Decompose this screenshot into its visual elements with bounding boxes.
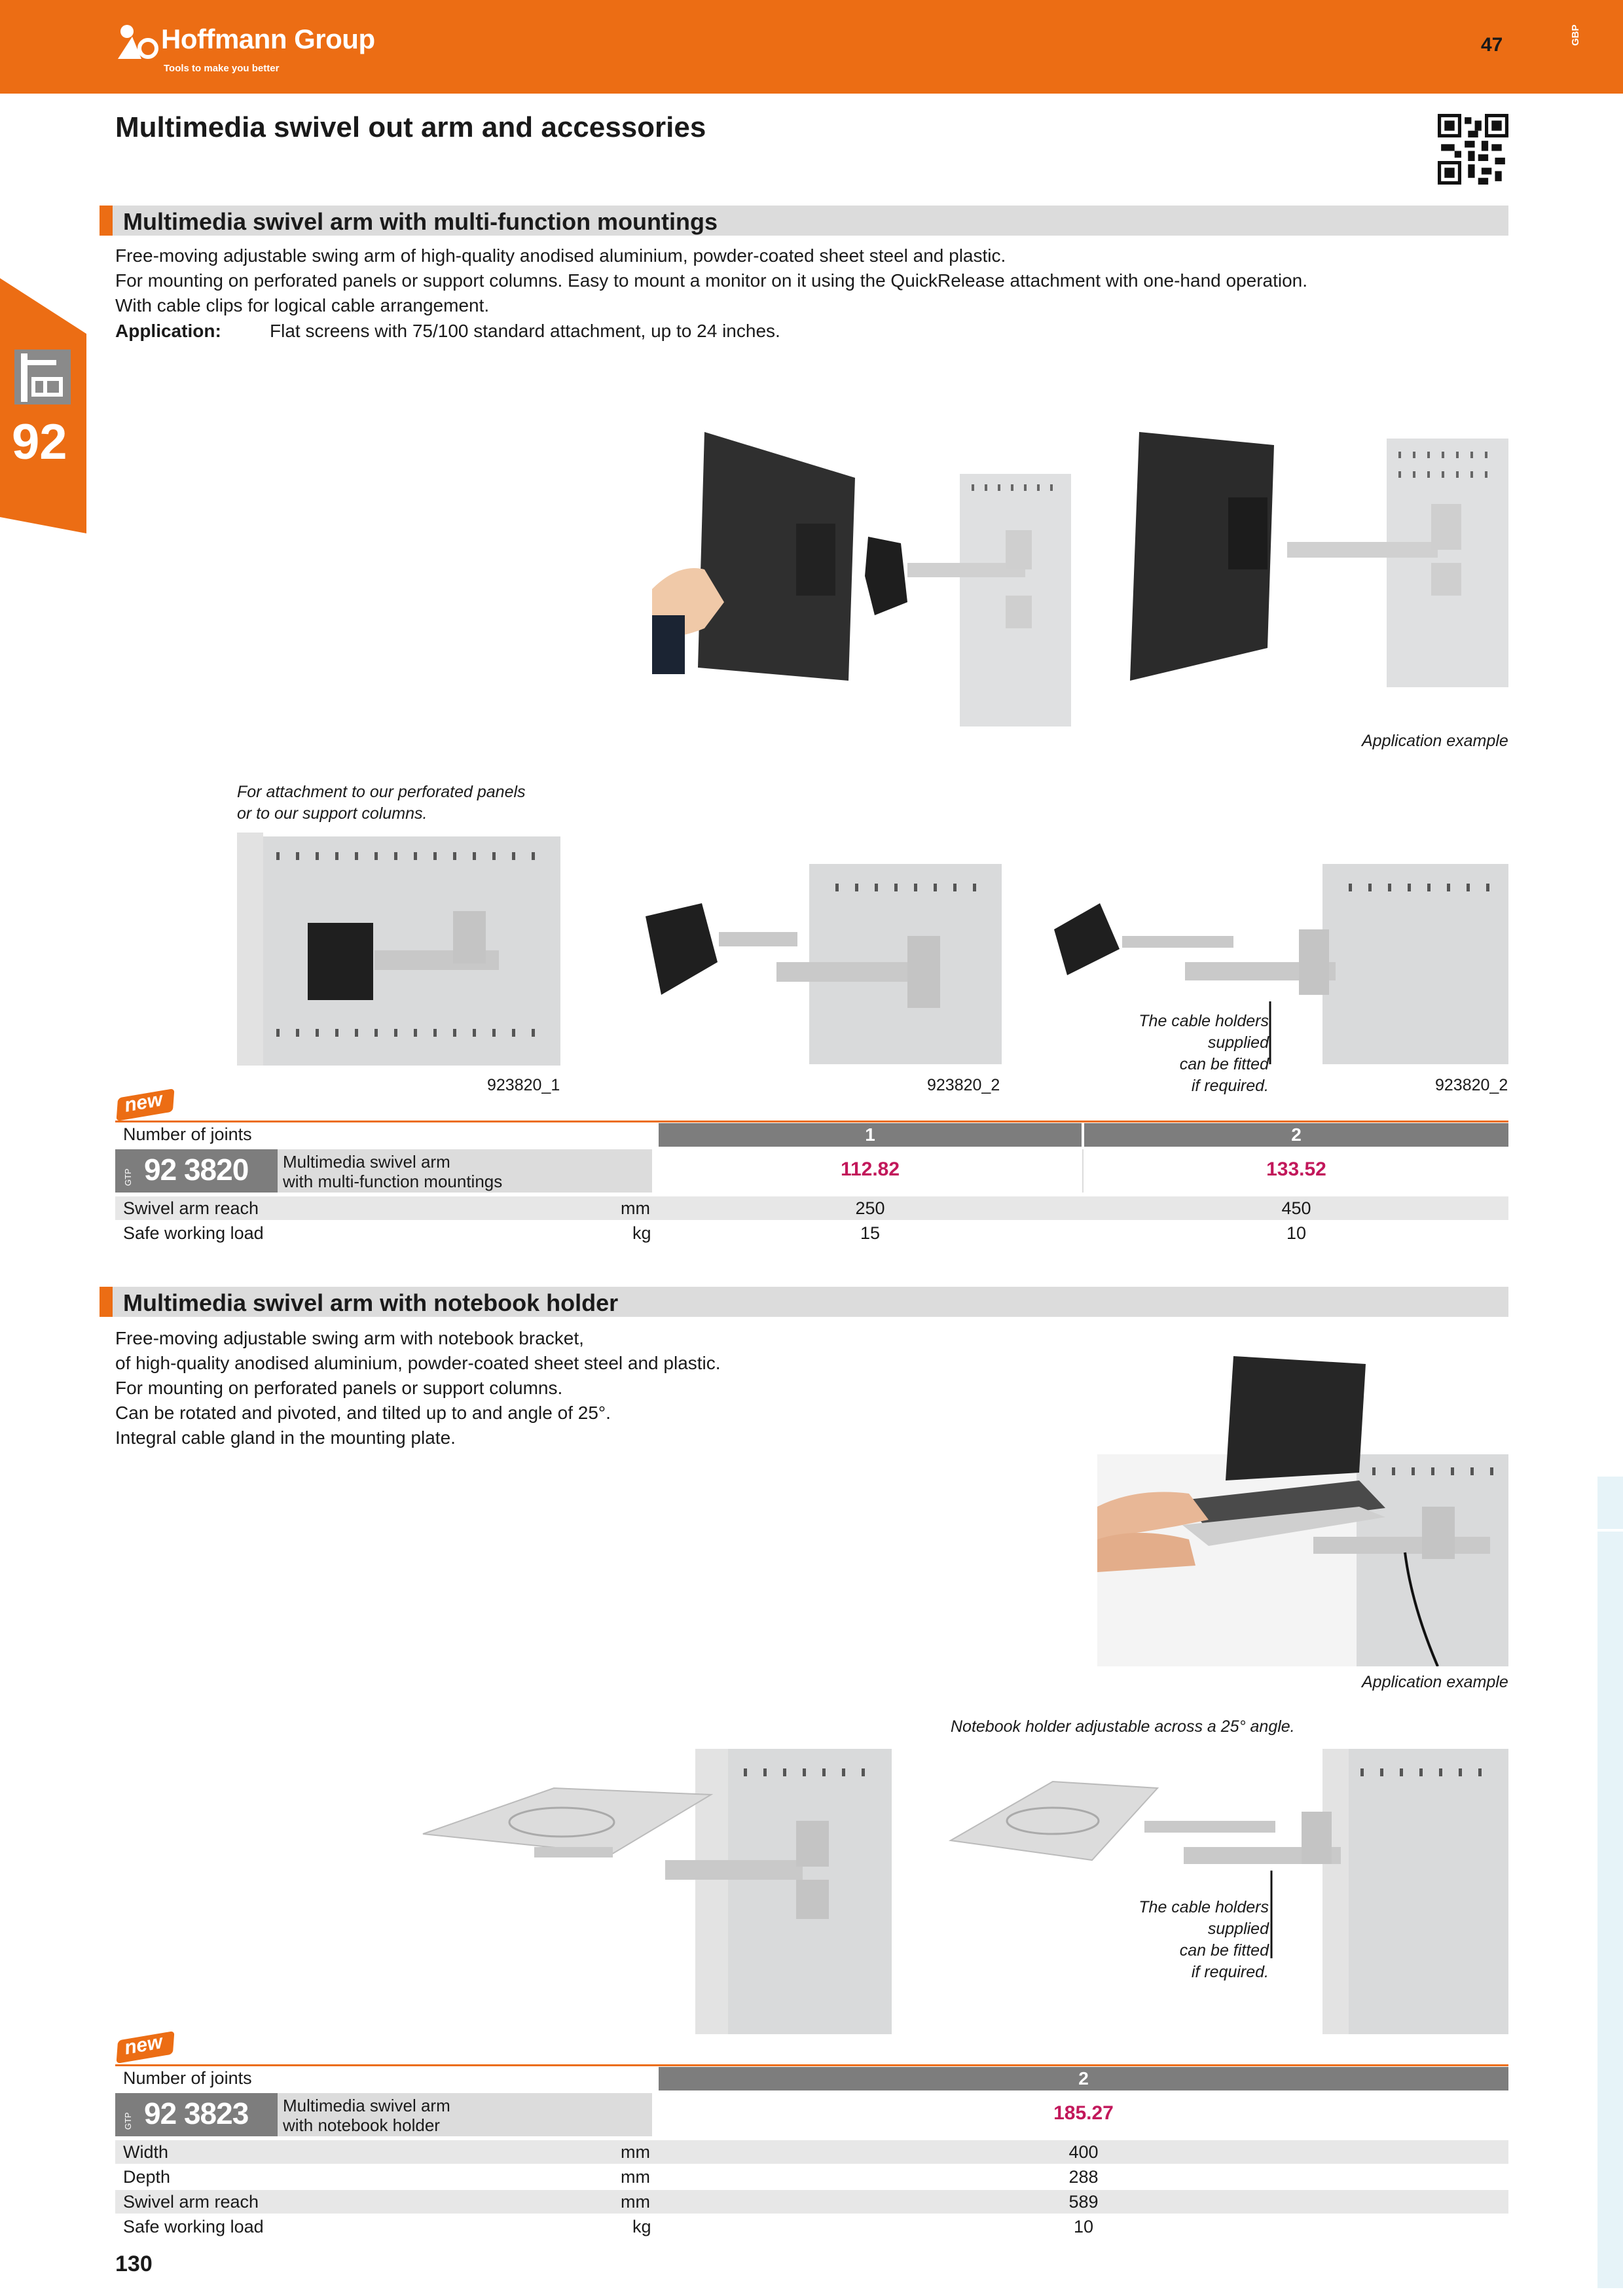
price-cell[interactable]: 112.82 <box>840 1158 900 1180</box>
section-title: Multimedia swivel arm with multi-function mountings <box>123 208 718 235</box>
desc-line: with multi-function mountings <box>283 1172 503 1191</box>
note-line: The cable holders supplied <box>1139 1012 1269 1052</box>
row-unit: mm <box>621 2142 650 2162</box>
application-label: Application: <box>115 321 221 341</box>
row-label: Swivel arm reach <box>123 1198 259 1218</box>
price-cell[interactable]: 133.52 <box>1266 1158 1326 1180</box>
article-prefix: GTP <box>123 1168 133 1186</box>
table-row <box>115 1221 1508 1245</box>
notebook-product-photo-a <box>416 1749 892 2034</box>
row-value: 10 <box>1073 2217 1094 2236</box>
tilt-note: Notebook holder adjustable across a 25° angle. <box>951 1717 1295 1736</box>
desc-line: For mounting on perforated panels or support columns. <box>115 1378 563 1398</box>
desc-line: Integral cable gland in the mounting plate. <box>115 1427 456 1448</box>
hoffmann-logo-icon <box>115 21 158 62</box>
section-header-multifunction <box>100 206 1508 236</box>
product-photo-1-joint <box>237 833 560 1066</box>
row-label: Swivel arm reach <box>123 2192 259 2212</box>
row-unit: mm <box>621 2192 650 2212</box>
joints-header-cell: 1 <box>659 1123 1082 1147</box>
desc-line: For mounting on perforated panels or support columns. Easy to mount a monitor on it using the QuickRelease attachment with one-hand operation. <box>115 270 1308 291</box>
desc-line: Free-moving adjustable swing arm of high-quality anodised aluminium, powder-coated sheet steel and plastic. <box>115 245 1006 266</box>
note-line: For attachment to our perforated panels <box>237 783 526 801</box>
notebook-application-photo <box>1097 1356 1508 1666</box>
article-prefix: GTP <box>123 2112 133 2130</box>
section-header-notebook <box>100 1287 1508 1317</box>
desc-line: Free-moving adjustable swing arm with notebook bracket, <box>115 1328 584 1348</box>
new-badge <box>118 2032 175 2063</box>
row-value: 400 <box>1068 2142 1099 2162</box>
section-accent <box>100 1287 113 1317</box>
row-value: 250 <box>855 1198 885 1218</box>
brand-logo[interactable] <box>115 20 416 79</box>
desc-line: Multimedia swivel arm <box>283 2096 450 2115</box>
row-unit: mm <box>621 2167 650 2187</box>
row-value: 10 <box>1286 1223 1307 1243</box>
desc-line: With cable clips for logical cable arrangement. <box>115 295 490 315</box>
page-number-bottom: 130 <box>115 2251 153 2276</box>
attachment-note <box>237 781 526 825</box>
note-line: The cable holders supplied <box>1139 1898 1269 1938</box>
application-example-caption: Application example <box>1362 1673 1508 1691</box>
table-top-rule <box>115 2064 1508 2066</box>
row-label: Width <box>123 2142 169 2162</box>
article-description <box>278 1149 652 1193</box>
section-title: Multimedia swivel arm with notebook holder <box>123 1289 619 1316</box>
desc-line: Can be rotated and pivoted, and tilted up to and angle of 25°. <box>115 1403 611 1423</box>
article-number: 92 3820 <box>144 1153 249 1187</box>
note-line: if required. <box>1191 1077 1269 1095</box>
image-ref: 923820_1 <box>487 1076 560 1094</box>
row-value: 288 <box>1068 2167 1099 2187</box>
note-line: or to our support columns. <box>237 804 428 823</box>
edge-register-strip <box>1597 1477 1623 2288</box>
joints-header-cell: 2 <box>1084 1123 1508 1147</box>
application-text: Flat screens with 75/100 standard attachment, up to 24 inches. <box>270 321 780 341</box>
desc-line: with notebook holder <box>283 2115 440 2135</box>
monitor-hand-photo <box>652 432 1074 728</box>
table-row <box>115 2215 1508 2238</box>
cable-holder-note <box>1082 1011 1269 1097</box>
article-description <box>278 2093 652 2136</box>
image-ref: 923820_2 <box>927 1076 1000 1094</box>
application-example-caption: Application example <box>1362 732 1508 750</box>
note-line: can be fitted <box>1179 1055 1269 1073</box>
product-photo-2-joint-a <box>646 864 1002 1064</box>
table-row <box>115 2165 1508 2189</box>
column-divider <box>1082 1149 1084 1193</box>
desc-line: Multimedia swivel arm <box>283 1152 450 1172</box>
row-value: 450 <box>1281 1198 1311 1218</box>
image-ref: 923820_2 <box>1435 1076 1508 1094</box>
qr-code-icon[interactable] <box>1438 114 1508 185</box>
row-unit: kg <box>632 1223 651 1243</box>
section1-description <box>115 243 1307 318</box>
section-accent <box>100 206 113 236</box>
brand-name: Hoffmann Group <box>161 24 375 54</box>
table-row <box>115 1196 1508 1220</box>
notebook-product-photo-b <box>948 1749 1508 2034</box>
page-number-top: 47 <box>1481 34 1503 56</box>
row-label: Depth <box>123 2167 171 2187</box>
note-line: if required. <box>1191 1963 1269 1981</box>
page-title: Multimedia swivel out arm and accessories <box>115 111 706 143</box>
table-row <box>115 2190 1508 2214</box>
article-number: 92 3823 <box>144 2096 249 2130</box>
desc-line: of high-quality anodised aluminium, powder-coated sheet steel and plastic. <box>115 1353 721 1373</box>
row-value: 589 <box>1068 2192 1099 2212</box>
row-label: Safe working load <box>123 2217 264 2236</box>
monitor-arm-icon <box>12 347 73 407</box>
joints-header-cell: 2 <box>659 2067 1508 2090</box>
badge-label: new <box>122 1088 164 1117</box>
row-unit: mm <box>621 1198 650 1218</box>
chapter-number: 92 <box>12 414 67 470</box>
table-row <box>115 2140 1508 2164</box>
monitor-panel-photo <box>1130 432 1508 689</box>
note-line: can be fitted <box>1179 1941 1269 1960</box>
edge-register-gap <box>1597 1529 1623 1532</box>
brand-tagline: Tools to make you better <box>164 63 280 74</box>
new-badge <box>118 1089 175 1121</box>
section2-description <box>115 1326 721 1450</box>
price-cell[interactable]: 185.27 <box>1053 2102 1114 2124</box>
row-unit: kg <box>632 2217 651 2236</box>
badge-label: new <box>122 2031 164 2059</box>
row-value: 15 <box>860 1223 881 1243</box>
cable-holder-note <box>1082 1897 1269 1983</box>
joints-label: Number of joints <box>123 2068 252 2088</box>
country-code: GBP <box>1570 24 1581 46</box>
joints-label: Number of joints <box>123 1124 252 1144</box>
table-top-rule <box>115 1121 1508 1122</box>
row-label: Safe working load <box>123 1223 264 1243</box>
